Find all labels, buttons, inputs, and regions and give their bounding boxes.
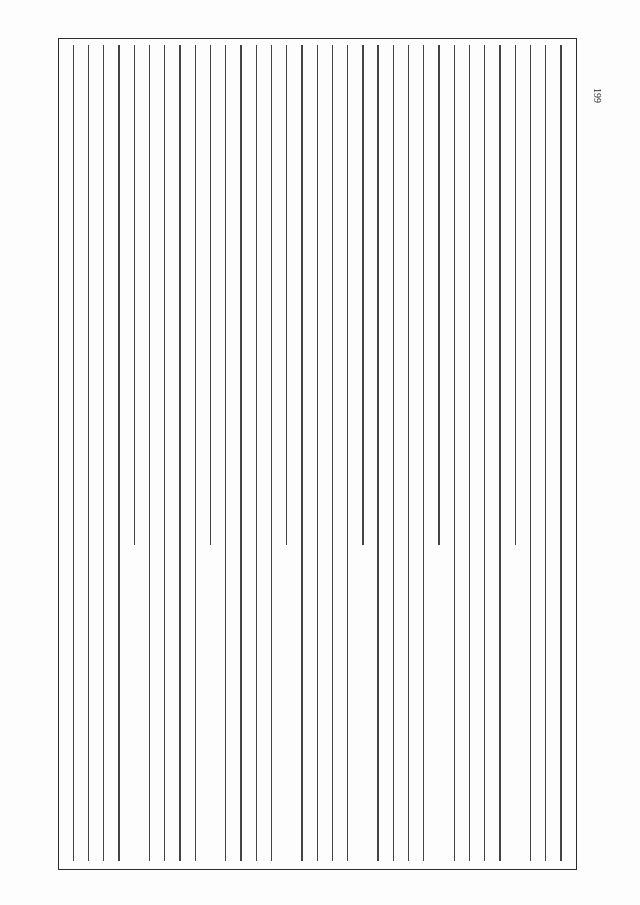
page-number: 199 — [591, 88, 602, 103]
text-line — [377, 45, 378, 861]
text-line — [271, 45, 272, 861]
text-line — [438, 45, 439, 545]
text-line — [484, 45, 485, 861]
text-line — [73, 45, 74, 861]
text-line — [240, 45, 241, 861]
text-line — [134, 45, 135, 545]
text-line — [286, 45, 287, 545]
text-line — [317, 45, 318, 861]
text-line — [362, 45, 363, 545]
text-line — [530, 45, 531, 861]
text-line — [256, 45, 257, 861]
text-line — [149, 45, 150, 861]
text-block — [65, 45, 568, 861]
text-line — [210, 45, 211, 545]
text-line — [454, 45, 455, 861]
text-line — [560, 45, 561, 861]
text-line — [118, 45, 119, 861]
text-line — [301, 45, 302, 861]
text-line — [393, 45, 394, 861]
text-line — [515, 45, 516, 545]
text-line — [499, 45, 500, 861]
text-line — [423, 45, 424, 861]
text-line — [347, 45, 348, 861]
text-line — [88, 45, 89, 861]
text-line — [332, 45, 333, 861]
text-line — [195, 45, 196, 861]
text-line — [545, 45, 546, 861]
text-line — [225, 45, 226, 861]
text-frame — [58, 38, 577, 870]
text-line — [469, 45, 470, 861]
text-line — [179, 45, 180, 861]
text-line — [103, 45, 104, 861]
text-line — [408, 45, 409, 861]
text-line — [164, 45, 165, 861]
